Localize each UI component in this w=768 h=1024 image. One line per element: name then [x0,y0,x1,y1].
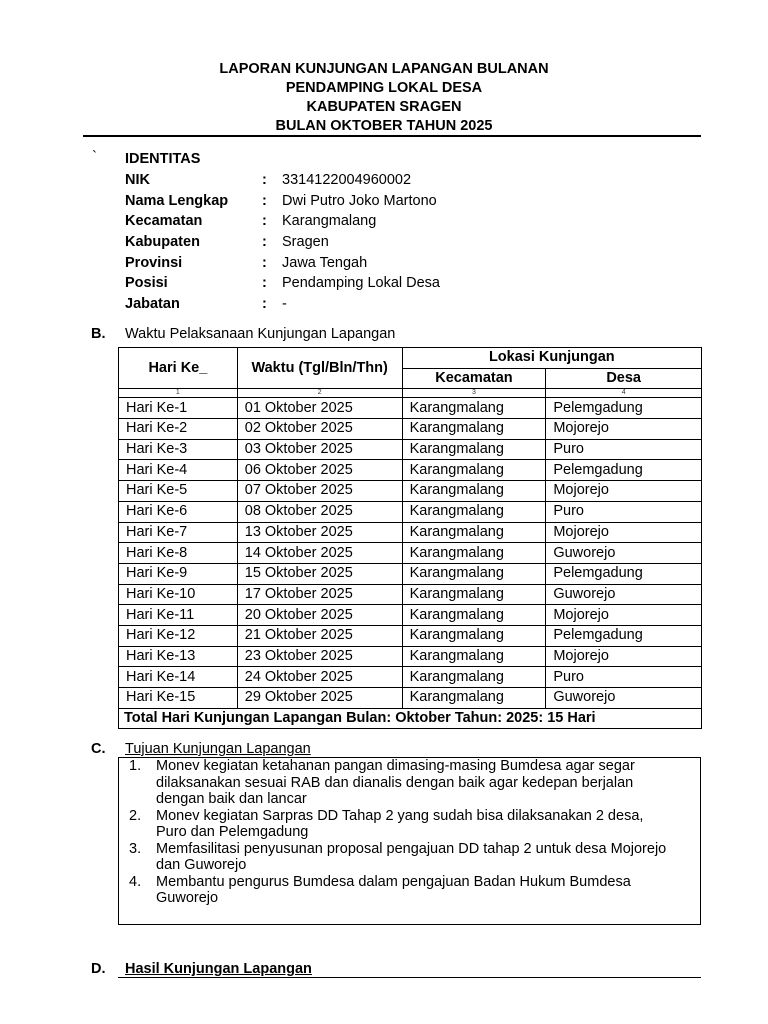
identity-value: Karangmalang [282,213,377,230]
visit-kecamatan: Karangmalang [402,439,546,460]
identity-row [125,253,685,274]
visit-date: 21 Oktober 2025 [237,625,402,646]
list-item [119,874,676,907]
visit-day: Hari Ke-15 [119,688,238,709]
list-item-text: Monev kegiatan Sarpras DD Tahap 2 yang sudah bisa dilaksanakan 2 desa, Puro dan Pelemgadung [156,807,644,840]
visit-date: 14 Oktober 2025 [237,543,402,564]
identity-colon: : [262,254,267,271]
visit-desa: Guworejo [546,543,702,564]
list-item [119,841,676,874]
report-subtitle-regency: KABUPATEN SRAGEN [306,99,462,115]
identity-label: Kecamatan [125,213,203,230]
identity-row [125,191,685,212]
visit-day: Hari Ke-14 [119,667,238,688]
identity-value: - [282,296,287,313]
col-header-waktu: Waktu (Tgl/Bln/Thn) [237,348,402,389]
list-item-number: 4. [129,873,142,890]
table-row [119,398,702,419]
visit-desa: Mojorejo [546,522,702,543]
col-header-desa: Desa [546,368,702,389]
identity-title: IDENTITAS [125,151,201,167]
identity-label: NIK [125,172,150,188]
identity-row [125,294,685,315]
list-item-number: 1. [129,758,142,774]
report-subtitle-role: PENDAMPING LOKAL DESA [285,80,483,96]
identity-row [125,232,685,253]
visit-date: 03 Oktober 2025 [237,439,402,460]
visit-date: 17 Oktober 2025 [237,584,402,605]
visit-day: Hari Ke-5 [119,481,238,502]
visit-kecamatan: Karangmalang [402,501,546,522]
visit-date: 20 Oktober 2025 [237,605,402,626]
identity-colon: : [262,275,267,292]
table-row [119,605,702,626]
col-header-hari: Hari Ke_ [119,348,238,389]
list-item-number: 2. [129,807,142,824]
visit-kecamatan: Karangmalang [402,667,546,688]
visit-date: 07 Oktober 2025 [237,481,402,502]
list-item-number: 3. [129,840,142,857]
list-item-text: Memfasilitasi penyusunan proposal pengajuan DD tahap 2 untuk desa Mojorejo dan Guworejo [156,840,667,873]
visit-desa: Mojorejo [546,605,702,626]
identity-row [125,170,685,191]
section-a-marker: ` [92,148,97,165]
report-title: LAPORAN KUNJUNGAN LAPANGAN BULANAN [219,61,549,77]
visit-day: Hari Ke-2 [119,419,238,440]
purpose-box [118,757,701,925]
visit-desa: Guworejo [546,688,702,709]
visit-desa: Puro [546,439,702,460]
visit-date: 13 Oktober 2025 [237,522,402,543]
table-row [119,688,702,709]
visit-desa: Pelemgadung [546,625,702,646]
table-row [119,646,702,667]
identity-value: Sragen [282,234,329,251]
visit-desa: Pelemgadung [546,398,702,419]
identity-colon: : [262,296,267,313]
col-number: 4 [546,389,702,398]
visit-desa: Pelemgadung [546,563,702,584]
table-row [119,584,702,605]
visit-day: Hari Ke-11 [119,605,238,626]
col-number: 1 [119,389,238,398]
identity-value: Jawa Tengah [282,254,368,271]
identity-section [125,149,685,315]
visit-day: Hari Ke-10 [119,584,238,605]
report-header [0,60,768,136]
visit-desa: Mojorejo [546,481,702,502]
col-number: 2 [237,389,402,398]
section-d-title: Hasil Kunjungan Lapangan [125,961,312,977]
table-row [119,439,702,460]
col-number: 3 [402,389,546,398]
section-b-letter: B. [91,326,106,342]
visit-day: Hari Ke-6 [119,501,238,522]
table-row [119,419,702,440]
table-row [119,543,702,564]
visit-desa: Guworejo [546,584,702,605]
col-header-lokasi: Lokasi Kunjungan [402,348,701,369]
visit-kecamatan: Karangmalang [402,481,546,502]
visit-day: Hari Ke-13 [119,646,238,667]
identity-value: Dwi Putro Joko Martono [282,192,437,209]
table-row [119,460,702,481]
identity-row [125,273,685,294]
identity-colon: : [262,213,267,230]
visit-day: Hari Ke-9 [119,563,238,584]
identity-value: 3314122004960002 [282,172,412,188]
section-c-letter: C. [91,741,106,757]
visit-desa: Mojorejo [546,419,702,440]
identity-colon: : [262,172,267,188]
section-b-title: Waktu Pelaksanaan Kunjungan Lapangan [125,326,396,342]
table-row [119,625,702,646]
visit-day: Hari Ke-1 [119,398,238,419]
visit-kecamatan: Karangmalang [402,605,546,626]
visit-date: 06 Oktober 2025 [237,460,402,481]
header-divider [83,135,701,137]
visit-kecamatan: Karangmalang [402,688,546,709]
list-item-text: Monev kegiatan ketahanan pangan dimasing-masing Bumdesa agar segar dilaksanakan sesuai RAB dan dianalis dengan baik agar kedepan berjalan dengan baik dan lancar [156,758,635,807]
identity-value: Pendamping Lokal Desa [282,275,440,292]
visit-desa: Puro [546,667,702,688]
section-c-title: Tujuan Kunjungan Lapangan [125,741,311,757]
report-period: BULAN OKTOBER TAHUN 2025 [275,118,493,134]
visit-total: Total Hari Kunjungan Lapangan Bulan: Oktober Tahun: 2025: 15 Hari [119,708,702,729]
table-row [119,667,702,688]
visit-date: 02 Oktober 2025 [237,419,402,440]
visit-day: Hari Ke-7 [119,522,238,543]
visit-kecamatan: Karangmalang [402,522,546,543]
section-d-letter: D. [91,961,106,977]
identity-label: Nama Lengkap [125,192,229,209]
identity-colon: : [262,192,267,209]
visit-date: 29 Oktober 2025 [237,688,402,709]
col-header-kecamatan: Kecamatan [402,368,546,389]
visit-desa: Puro [546,501,702,522]
visit-date: 08 Oktober 2025 [237,501,402,522]
visit-date: 15 Oktober 2025 [237,563,402,584]
visit-date: 24 Oktober 2025 [237,667,402,688]
visit-kecamatan: Karangmalang [402,543,546,564]
list-item [119,808,676,841]
visit-kecamatan: Karangmalang [402,419,546,440]
visit-kecamatan: Karangmalang [402,625,546,646]
visit-kecamatan: Karangmalang [402,584,546,605]
section-d-divider [118,977,701,978]
table-row [119,501,702,522]
identity-label: Kabupaten [125,234,200,251]
visit-kecamatan: Karangmalang [402,398,546,419]
visit-day: Hari Ke-12 [119,625,238,646]
table-row [119,563,702,584]
list-item [119,758,676,808]
list-item-text: Membantu pengurus Bumdesa dalam pengajuan Badan Hukum Bumdesa Guworejo [156,873,631,906]
visit-table [118,347,702,729]
identity-colon: : [262,234,267,251]
visit-kecamatan: Karangmalang [402,563,546,584]
visit-day: Hari Ke-8 [119,543,238,564]
identity-row [125,211,685,232]
visit-kecamatan: Karangmalang [402,460,546,481]
identity-label: Jabatan [125,296,180,313]
column-number-row [119,389,702,398]
identity-label: Provinsi [125,254,183,271]
visit-day: Hari Ke-3 [119,439,238,460]
visit-kecamatan: Karangmalang [402,646,546,667]
visit-date: 23 Oktober 2025 [237,646,402,667]
table-row [119,522,702,543]
visit-desa: Pelemgadung [546,460,702,481]
identity-label: Posisi [125,275,168,292]
visit-date: 01 Oktober 2025 [237,398,402,419]
visit-day: Hari Ke-4 [119,460,238,481]
visit-desa: Mojorejo [546,646,702,667]
table-row [119,481,702,502]
